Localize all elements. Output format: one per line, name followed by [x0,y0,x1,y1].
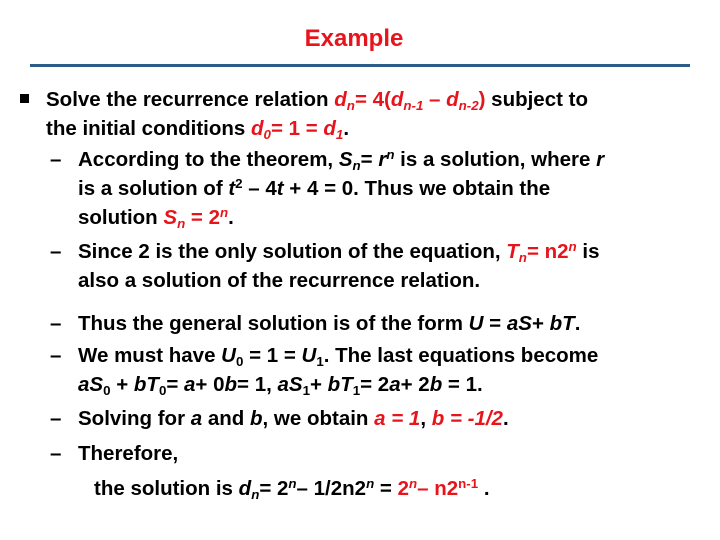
sub-point-3-line-1: – Thus the general solution is of the form U = aS+ bT. [50,312,581,335]
bullet-line-1: Solve the recurrence relation $d_n= 4(d_{n-1} - d_{n-2})$ subject to [46,88,588,113]
square-bullet-icon [20,94,29,103]
dash-marker: – [50,148,62,171]
sub-point-6-line-1: – Therefore, [50,442,179,465]
bullet-line-2: the initial conditions $d_0= 1 = d_1$. [46,117,350,142]
sub-point-1-line-2: is a solution of $t^2 - 4t + 4 = 0$. Thus we obtain the [78,176,551,200]
sub-point-5-line-1: – Solving for a and b, we obtain a = 1, b = -1/2. [50,407,509,430]
dash-marker: – [50,312,62,335]
sub-point-1-line-3: solution $S_n = 2^n$. [78,205,234,231]
dash-marker: – [50,344,62,367]
sub-point-2-line-2: also a solution of the recurrence relation. [78,269,481,292]
sub-point-1-line-1: – According to the theorem, $S_n= r^n$ is a solution, where r [50,147,605,173]
sub-point-6-line-2: the solution is $d_n= 2^n-$ $1/2n2^n = 2^n-$ n2$^{n-1}$ . [94,476,490,502]
sub-point-4-line-2: $aS_0 + bT_0= a+ 0b= 1$, $aS_1+ bT_1= 2a+ 2b = 1$. [78,373,483,398]
dash-marker: – [50,240,62,263]
sub-point-4-line-1: – We must have $U_0 = 1 = U_1$. The last equations become [50,344,599,369]
slide-title: Example [304,25,404,52]
dash-marker: – [50,442,62,465]
sub-point-2-line-1: – Since 2 is the only solution of the equation, $T_n= n2^n$ is [50,239,600,265]
title-rule [30,64,690,67]
dash-marker: – [50,407,62,430]
